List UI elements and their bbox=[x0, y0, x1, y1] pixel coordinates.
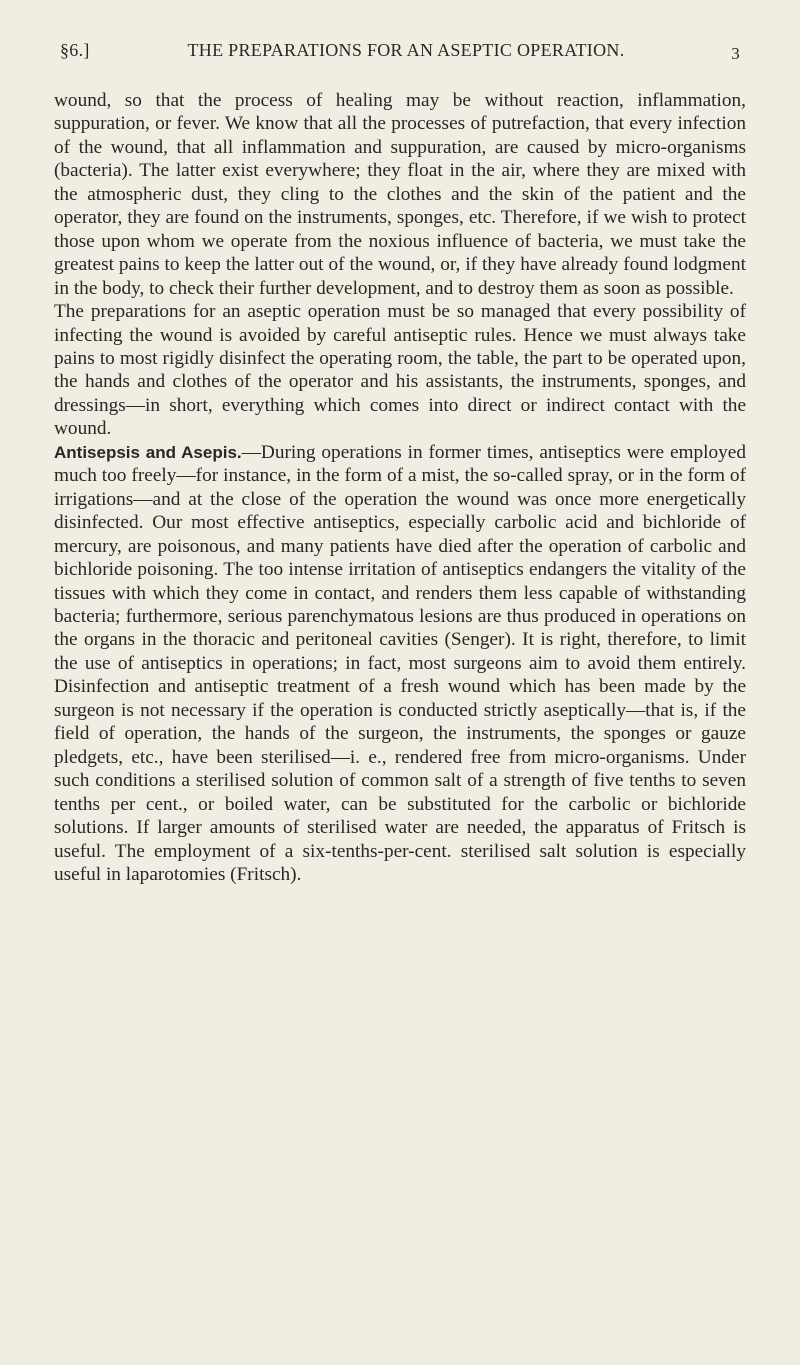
body-text bbox=[54, 89, 746, 886]
paragraph-continued: wound, so that the process of healing may be without reaction, inflammation, suppuration, or fever. We know that all the processes of putrefaction, that every infection of the wound, that all inflammation and suppuration, are caused by micro-organisms (bacteria). The latter exist everywhere; they float in the air, where they are mixed with the atmospheric dust, they cling to the clothes and the skin of the patient and the operator, they are found on the instruments, sponges, etc. Therefore, if we wish to protect those upon whom we operate from the noxious influence of bacteria, we must take the greatest pains to keep the latter out of the wound, or, if they have already found lodgment in the body, to check their further development, and to destroy them as soon as possible. bbox=[54, 90, 746, 299]
paragraph-preparations: The preparations for an aseptic operation must be so managed that every possibility of infecting the wound is avoided by careful antiseptic rules. Hence we must always take pains to most rigidly disinfect the operating room, the table, the part to be operated upon, the hands and clothes of the operator and his assistants, the instruments, sponges, and dressings—in short, everything which comes into direct or indirect contact with the wound. bbox=[54, 301, 746, 440]
paragraph-antisepsis-text: —During operations in former times, antiseptics were employed much too freely—for instance, in the form of a mist, the so-called spray, or in the form of irrigations—and at the close of the operation the wound was once more energetically disinfected. Our most effective antiseptics, especially carbolic acid and bichloride of mercury, are poisonous, and many patients have died after the operation of carbolic and bichloride poisoning. The too intense irritation of antiseptics endangers the vitality of the tissues with which they come in contact, and renders them less capable of withstanding bacteria; furthermore, serious parenchymatous lesions are thus produced in operations on the organs in the thoracic and peritoneal cavities (Senger). It is right, therefore, to limit the use of antiseptics in operations; in fact, most surgeons aim to avoid them entirely. Disinfection and antiseptic treatment of a fresh wound which has been made by the surgeon is not necessary if the operation is conducted strictly aseptically—that is, if the field of operation, the hands of the surgeon, the instruments, the sponges or gauze pledgets, etc., have been sterilised—i. e., rendered free from micro-organisms. Under such conditions a sterilised solution of common salt of a strength of five tenths to seven tenths per cent., or boiled water, can be substituted for the carbolic or bichloride solutions. If larger amounts of sterilised water are needed, the apparatus of Fritsch is useful. The employment of a six-tenths-per-cent. sterilised salt solution is especially useful in laparotomies (Fritsch). bbox=[54, 441, 746, 885]
run-in-heading: Antisepsis and Asepis. bbox=[54, 442, 242, 462]
page-number: 3 bbox=[731, 44, 740, 63]
section-number: §6.] bbox=[60, 40, 90, 60]
paragraph-antisepsis bbox=[54, 441, 746, 887]
chapter-title: THE PREPARATIONS FOR AN ASEPTIC OPERATION. bbox=[187, 40, 625, 60]
running-head bbox=[60, 40, 740, 66]
